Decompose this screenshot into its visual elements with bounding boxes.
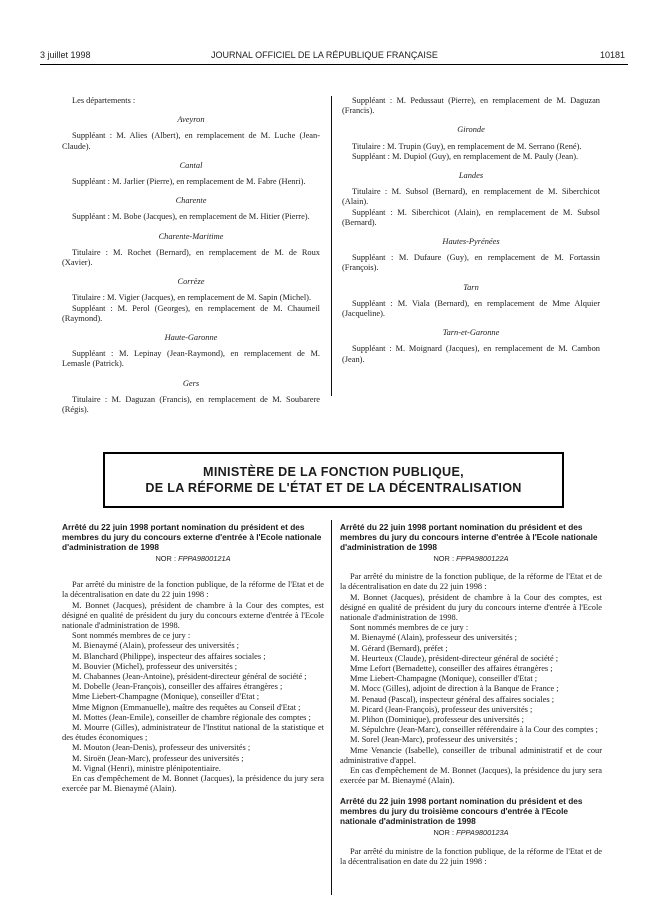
- nomination-entry: Suppléant : M. Perol (Georges), en remplacement de M. Chaumeil (Raymond).: [62, 303, 320, 323]
- article-paragraph: M. Chabannes (Jean-Antoine), président-directeur général de société ;: [72, 672, 307, 682]
- ministry-heading-box: [103, 452, 564, 508]
- article-paragraph: M. Vignal (Henri), ministre plénipotentiaire.: [72, 763, 221, 773]
- article-paragraph: Sont nommés membres de ce jury :: [350, 623, 469, 633]
- article-external-exam: [62, 522, 324, 794]
- department-heading: Landes: [458, 171, 484, 181]
- department-heading: Gers: [182, 378, 200, 388]
- department-heading: Aveyron: [177, 115, 205, 125]
- nor-code: FPPA9800122A: [456, 554, 509, 563]
- article-paragraph: Mme Lefort (Bernadette), conseiller des affaires étrangères ;: [350, 664, 553, 674]
- header-journal-title: JOURNAL OFFICIEL DE LA RÉPUBLIQUE FRANÇAISE: [211, 50, 438, 60]
- article-paragraph: M. Mottes (Jean-Emile), conseiller de chambre régionale des comptes ;: [72, 712, 311, 722]
- article-paragraph: En cas d'empêchement de M. Bonnet (Jacques), la présidence du jury sera exercée par M. Bienaymé (Alain).: [62, 774, 324, 794]
- article-title: Arrêté du 22 juin 1998 portant nomination du président et des membres du jury du troisième concours d'entrée à l'Ecole nationale d'administration de 1998: [340, 796, 583, 827]
- department-heading: Haute-Garonne: [164, 333, 218, 343]
- nomination-entry: Titulaire : M. Rochet (Bernard), en remplacement de M. de Roux (Xavier).: [62, 247, 320, 268]
- article-title: Arrêté du 22 juin 1998 portant nomination du président et des membres du jury du concours interne d'entrée à l'Ecole nationale d'administration de 1998: [340, 522, 598, 552]
- article-paragraph: M. Siroën (Jean-Marc), professeur des universités ;: [72, 753, 244, 763]
- nomination-entry: Suppléant : M. Lepinay (Jean-Raymond), en remplacement de M. Lemasle (Patrick).: [62, 349, 320, 369]
- nomination-entry: Titulaire : M. Vigier (Jacques), en remplacement de M. Sapin (Michel).: [72, 293, 312, 303]
- department-list: [342, 125, 600, 364]
- top-right-column: [342, 96, 600, 365]
- column-divider-top: [331, 96, 332, 396]
- article-paragraph: Par arrêté du ministre de la fonction publique, de la réforme de l'Etat et de la décentralisation en date du 22 juin 1998 :: [62, 580, 324, 600]
- departments-intro: Les départements :: [72, 96, 136, 105]
- nor-reference: [340, 554, 602, 564]
- nomination-entry: Titulaire : M. Trupin (Guy), en remplacement de M. Serrano (René).: [352, 141, 582, 151]
- department-heading: Charente: [175, 196, 207, 206]
- nomination-entry: Suppléant : M. Alies (Albert), en remplacement de M. Luche (Jean-Claude).: [62, 131, 320, 151]
- article-paragraph: En cas d'empêchement de M. Bonnet (Jacques), la présidence du jury sera exercée par M. Bienaymé (Alain).: [340, 766, 602, 786]
- article-body: [340, 572, 602, 786]
- article-paragraph: M. Bouvier (Michel), professeur des universités ;: [72, 661, 238, 671]
- article-paragraph: M. Bienaymé (Alain), professeur des universités ;: [350, 633, 517, 643]
- article-paragraph: Sont nommés membres de ce jury :: [72, 631, 191, 641]
- nor-label: NOR :: [155, 554, 176, 563]
- article-paragraph: M. Gérard (Bernard), préfet ;: [350, 643, 448, 653]
- department-heading: Tarn: [463, 282, 479, 292]
- nor-reference: [340, 828, 602, 838]
- ministry-heading-line-2: DE LA RÉFORME DE L'ÉTAT ET DE LA DÉCENTRALISATION: [145, 481, 522, 495]
- article-paragraph: M. Bonnet (Jacques), président de chambre à la Cour des comptes, est désigné en qualité de président du jury du concours externe d'entrée à l'Ecole nationale d'administration de 1998.: [62, 600, 324, 631]
- nomination-entry: Suppléant : M. Jarlier (Pierre), en remplacement de M. Fabre (Henri).: [72, 177, 306, 187]
- column-divider-bottom: [331, 520, 332, 895]
- article-paragraph: M. Blanchard (Philippe), inspecteur des affaires sociales ;: [72, 651, 266, 661]
- article-internal-exam: [340, 522, 602, 867]
- article-paragraph: M. Mouton (Jean-Denis), professeur des universités ;: [72, 743, 251, 753]
- nor-code: FPPA9800123A: [456, 828, 509, 838]
- article-body: [62, 580, 324, 794]
- article-paragraph: Mme Liebert-Champagne (Monique), conseiller d'Etat ;: [72, 692, 260, 702]
- article-paragraph: Mme Mignon (Emmanuelle), maître des requêtes au Conseil d'Etat ;: [72, 702, 301, 712]
- nor-code: FPPA9800121A: [178, 554, 231, 563]
- header-page-number: 10181: [600, 50, 626, 60]
- continued-entry: Suppléant : M. Pedussaut (Pierre), en remplacement de M. Daguzan (Francis).: [342, 96, 600, 116]
- top-left-column: [62, 96, 320, 415]
- article-paragraph: M. Sorel (Jean-Marc), professeur des universités ;: [350, 735, 518, 745]
- nomination-entry: Suppléant : M. Dupiol (Guy), en remplacement de M. Pauly (Jean).: [352, 151, 579, 161]
- article-paragraph: M. Bonnet (Jacques), président de chambre à la Cour des comptes, est désigné en qualité de président du jury du concours interne d'entrée à l'Ecole nationale d'administration de 1998.: [340, 592, 602, 623]
- article-paragraph: M. Mourre (Gilles), administrateur de l'Institut national de la statistique et des études économiques ;: [62, 723, 324, 743]
- article-paragraph: Mme Venancie (Isabelle), conseiller de tribunal administratif et de cour administrative d'appel.: [340, 745, 602, 765]
- nomination-entry: Suppléant : M. Viala (Bernard), en remplacement de Mme Alquier (Jacqueline).: [342, 298, 600, 319]
- header-rule: [40, 64, 628, 65]
- department-heading: Charente-Maritime: [158, 231, 224, 241]
- department-heading: Corrèze: [177, 277, 205, 287]
- department-heading: Tarn-et-Garonne: [442, 328, 500, 338]
- department-heading: Hautes-Pyrénées: [442, 237, 500, 247]
- article-paragraph: Mme Liebert-Champagne (Monique), conseiller d'Etat ;: [350, 674, 538, 684]
- nomination-entry: Titulaire : M. Subsol (Bernard), en remplacement de M. Siberchicot (Alain).: [342, 187, 600, 207]
- article-body: [340, 847, 602, 867]
- article-paragraph: M. Dobelle (Jean-François), conseiller des affaires étrangères ;: [72, 682, 283, 692]
- nomination-entry: Titulaire : M. Daguzan (Francis), en remplacement de M. Soubarere (Régis).: [62, 394, 320, 415]
- nomination-entry: Suppléant : M. Bobe (Jacques), en remplacement de M. Hitier (Pierre).: [72, 212, 310, 222]
- nomination-entry: Suppléant : M. Siberchicot (Alain), en remplacement de M. Subsol (Bernard).: [342, 207, 600, 227]
- header-date: 3 juillet 1998: [40, 50, 91, 60]
- ministry-heading-line-1: MINISTÈRE DE LA FONCTION PUBLIQUE,: [203, 465, 464, 479]
- article-paragraph: M. Penaud (Pascal), inspecteur général des affaires sociales ;: [350, 694, 555, 704]
- department-list: [62, 115, 320, 415]
- article-paragraph: M. Sépulchre (Jean-Marc), conseiller référendaire à la Cour des comptes ;: [350, 725, 598, 735]
- article-paragraph: Par arrêté du ministre de la fonction publique, de la réforme de l'Etat et de la décentralisation en date du 22 juin 1998 :: [340, 846, 602, 866]
- article-paragraph: M. Picard (Jean-François), professeur des universités ;: [350, 704, 533, 714]
- department-heading: Gironde: [457, 125, 485, 135]
- article-paragraph: M. Mocc (Gilles), adjoint de direction à la Banque de France ;: [350, 684, 559, 694]
- article-paragraph: M. Plihon (Dominique), professeur des universités ;: [350, 715, 524, 725]
- department-heading: Cantal: [179, 160, 203, 170]
- nor-label: NOR :: [433, 828, 454, 838]
- article-paragraph: M. Heurteux (Claude), président-directeur général de société ;: [350, 653, 559, 663]
- nor-reference: [62, 554, 324, 564]
- nomination-entry: Suppléant : M. Dufaure (Guy), en remplacement de M. Fortassin (François).: [342, 253, 600, 273]
- article-paragraph: M. Bienaymé (Alain), professeur des universités ;: [72, 641, 239, 651]
- article-title: Arrêté du 22 juin 1998 portant nomination du président et des membres du jury du concours externe d'entrée à l'Ecole nationale d'administration de 1998: [62, 522, 322, 552]
- article-paragraph: Par arrêté du ministre de la fonction publique, de la réforme de l'Etat et de la décentralisation en date du 22 juin 1998 :: [340, 572, 602, 592]
- nomination-entry: Suppléant : M. Moignard (Jacques), en remplacement de M. Cambon (Jean).: [342, 344, 600, 364]
- nor-label: NOR :: [433, 554, 454, 563]
